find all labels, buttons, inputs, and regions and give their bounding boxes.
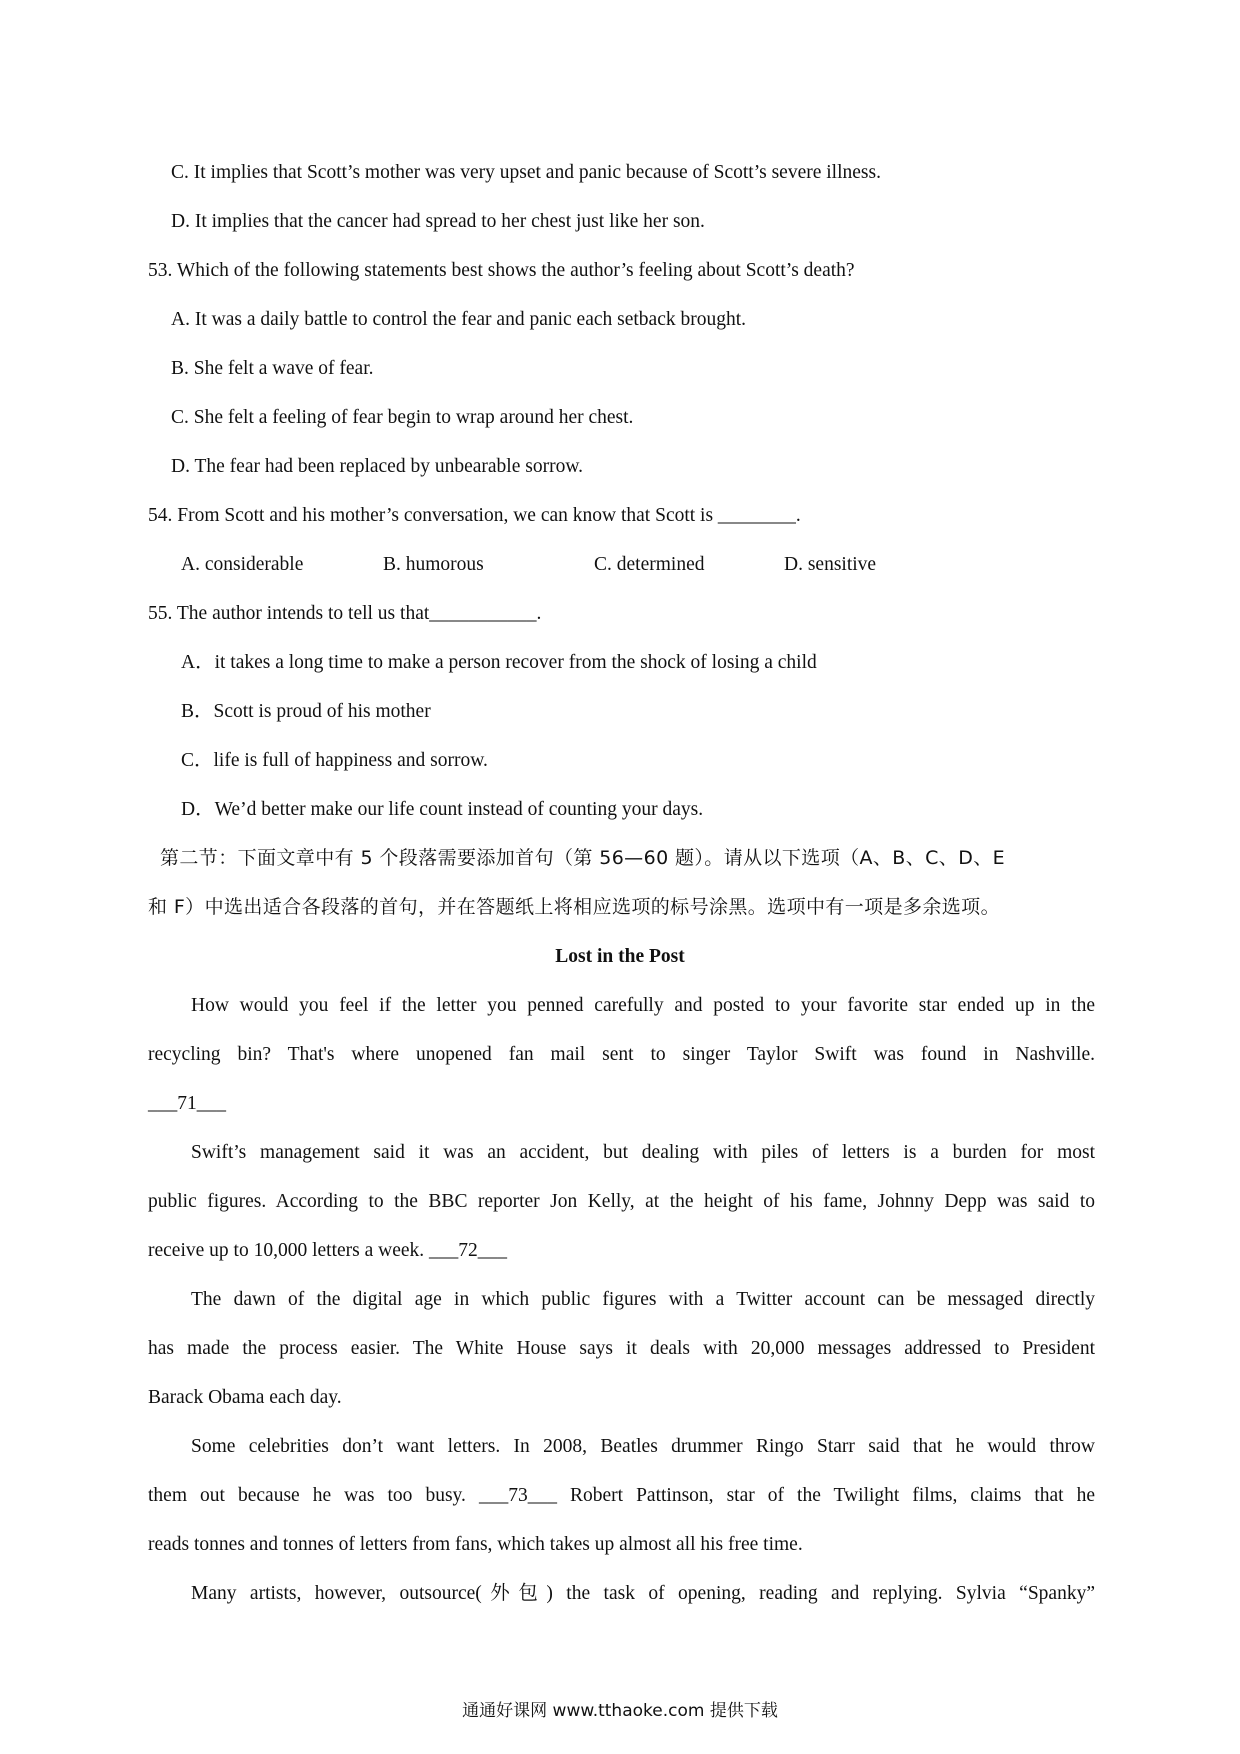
q53-option-d: D. The fear had been replaced by unbearable sorrow. bbox=[171, 456, 584, 477]
paragraph-4-line-2: them out because he was too busy. ___73___ Robert Pattinson, star of the Twilight films, claims that he bbox=[148, 1485, 1095, 1506]
q55-stem: 55. The author intends to tell us that___________. bbox=[148, 603, 542, 624]
paragraph-2-line-1: Swift’s management said it was an accident, but dealing with piles of letters is a burden for most bbox=[191, 1142, 1095, 1163]
blank-71: ___71___ bbox=[148, 1093, 226, 1114]
q54-option-a: A. considerable bbox=[181, 554, 304, 575]
q53-option-b: B. She felt a wave of fear. bbox=[171, 358, 374, 379]
paragraph-1-line-2: recycling bin? That's where unopened fan mail sent to singer Taylor Swift was found in Nashville. bbox=[148, 1044, 1095, 1065]
paragraph-3-line-2: has made the process easier. The White House says it deals with 20,000 messages addressed to President bbox=[148, 1338, 1095, 1359]
q53-option-a: A. It was a daily battle to control the fear and panic each setback brought. bbox=[171, 309, 747, 330]
q55-option-c: C．life is full of happiness and sorrow. bbox=[181, 750, 488, 771]
q52-option-d: D. It implies that the cancer had spread to her chest just like her son. bbox=[171, 211, 705, 232]
paragraph-1-line-1: How would you feel if the letter you penned carefully and posted to your favorite star ended up in the bbox=[191, 995, 1095, 1016]
q55-option-d: D．We’d better make our life count instead of counting your days. bbox=[181, 799, 704, 820]
q54-option-c: C. determined bbox=[594, 554, 705, 575]
paragraph-3-line-3: Barack Obama each day. bbox=[148, 1387, 342, 1408]
q54-option-d: D. sensitive bbox=[784, 554, 877, 575]
section2-instruction-line2: 和 F）中选出适合各段落的首句，并在答题纸上将相应选项的标号涂黑。选项中有一项是多余选项。 bbox=[148, 896, 1000, 918]
passage-title: Lost in the Post bbox=[555, 946, 685, 967]
q53-option-c: C. She felt a feeling of fear begin to wrap around her chest. bbox=[171, 407, 634, 428]
section2-instruction-line1: 第二节：下面文章中有 5 个段落需要添加首句（第 56—60 题）。请从以下选项（A、B、C、D、E bbox=[160, 847, 1006, 869]
paragraph-4-line-1: Some celebrities don’t want letters. In 2008, Beatles drummer Ringo Starr said that he would throw bbox=[191, 1436, 1095, 1457]
paragraph-2-line-2: public figures. According to the BBC reporter Jon Kelly, at the height of his fame, Johnny Depp was said to bbox=[148, 1191, 1095, 1212]
q55-option-a: A．it takes a long time to make a person recover from the shock of losing a child bbox=[181, 652, 817, 673]
page-footer: 通通好课网 www.tthaoke.com 提供下载 bbox=[462, 1701, 778, 1721]
q52-option-c: C. It implies that Scott’s mother was very upset and panic because of Scott’s severe illness. bbox=[171, 162, 881, 183]
paragraph-5-line-1: Many artists, however, outsource(外包) the task of opening, reading and replying. Sylvia “Spanky” bbox=[191, 1583, 1095, 1604]
paragraph-4-line-3: reads tonnes and tonnes of letters from fans, which takes up almost all his free time. bbox=[148, 1534, 803, 1555]
paragraph-3-line-1: The dawn of the digital age in which public figures with a Twitter account can be messaged directly bbox=[191, 1289, 1095, 1310]
paragraph-2-line-3: receive up to 10,000 letters a week. ___72___ bbox=[148, 1240, 508, 1261]
q54-stem: 54. From Scott and his mother’s conversation, we can know that Scott is ________. bbox=[148, 505, 801, 526]
q54-option-b: B. humorous bbox=[383, 554, 484, 575]
q55-option-b: B．Scott is proud of his mother bbox=[181, 701, 431, 722]
q53-stem: 53. Which of the following statements best shows the author’s feeling about Scott’s death? bbox=[148, 260, 855, 281]
